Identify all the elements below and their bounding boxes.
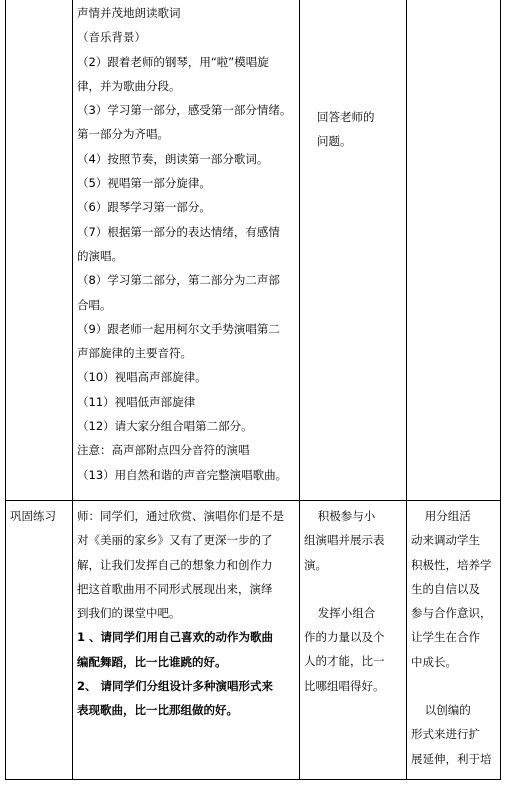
step-line: （13）用自然和谐的声音完整演唱歌曲。 bbox=[77, 467, 288, 482]
teacher-activity-cell bbox=[77, 504, 297, 723]
task-line: 编配舞蹈，比一比谁跳的好。 bbox=[77, 654, 227, 669]
column-divider-1 bbox=[72, 0, 73, 780]
step-line: （10）视唱高声部旋律。 bbox=[77, 370, 207, 385]
step-line: 合唱。 bbox=[77, 297, 112, 312]
step-line: （12）请大家分组合唱第二部分。 bbox=[77, 419, 253, 434]
student-line: 问题。 bbox=[317, 134, 352, 149]
step-line: （4）按照节奏，朗读第一部分歌词。 bbox=[77, 151, 269, 166]
teacher-line: 把这首歌曲用不同形式展现出来，演绎 bbox=[77, 581, 273, 596]
student-line: 积极参与小 bbox=[317, 509, 376, 523]
student-line: 演。 bbox=[304, 557, 327, 572]
student-activity-cell-2 bbox=[304, 504, 404, 698]
intent-line: 参与合作意识， bbox=[411, 606, 492, 621]
intent-line: 让学生在合作 bbox=[411, 630, 480, 645]
student-line: 作的力量以及个 bbox=[304, 630, 385, 645]
task-line: 表现歌曲，比一比那组做的好。 bbox=[77, 703, 238, 718]
step-line: 声部旋律的主要音符。 bbox=[77, 346, 192, 361]
step-line: （9）跟老师一起用柯尔文手势演唱第二 bbox=[77, 321, 280, 336]
student-line: 发挥小组合 bbox=[317, 605, 376, 620]
step-line: （3）学习第一部分，感受第一部分情绪。 bbox=[77, 103, 292, 118]
student-line: 人的才能，比一 bbox=[304, 654, 385, 669]
step-line: （2）跟着老师的钢琴，用“啦”模唱旋 bbox=[77, 54, 269, 69]
student-line: 回答老师的 bbox=[317, 110, 375, 124]
intent-line: 动来调动学生 bbox=[411, 533, 480, 548]
table-border-left bbox=[5, 0, 6, 780]
teacher-line: 解，让我们发挥自己的想象力和创作力 bbox=[77, 557, 273, 572]
step-line: （11）视唱低声部旋律 bbox=[77, 394, 196, 409]
intent-line: 用分组活 bbox=[424, 509, 471, 523]
intent-line: 积极性，培养学 bbox=[411, 557, 492, 572]
section-label: 巩固练习 bbox=[10, 509, 56, 523]
section-label-cell bbox=[10, 504, 72, 528]
intent-line: 展延伸，利于培 bbox=[411, 751, 492, 766]
teacher-line: 到我们的课堂中吧。 bbox=[77, 606, 181, 621]
task-line: 2、 请同学们分组设计多种演唱形式来 bbox=[77, 679, 274, 694]
teaching-steps-cell bbox=[77, 1, 297, 487]
intent-line: 以创编的 bbox=[424, 703, 471, 718]
lesson-plan-table bbox=[5, 0, 501, 780]
step-line: 第一部分为齐唱。 bbox=[77, 127, 169, 142]
student-line: 比哪组唱得好。 bbox=[304, 678, 385, 693]
step-line: 律，并为歌曲分段。 bbox=[77, 78, 181, 93]
blank-line bbox=[411, 674, 499, 698]
teacher-line: 对《美丽的家乡》又有了更深一步的了 bbox=[77, 533, 273, 548]
student-line: 组演唱并展示表 bbox=[304, 533, 385, 548]
step-line: （音乐背景） bbox=[77, 30, 146, 45]
step-line: 注意：高声部附点四分音符的演唱 bbox=[77, 443, 250, 458]
step-line: 声情并茂地朗读歌词 bbox=[77, 6, 181, 20]
step-line: （5）视唱第一部分旋律。 bbox=[77, 176, 211, 191]
table-border-bottom bbox=[5, 779, 501, 780]
intent-line: 形式来进行扩 bbox=[411, 727, 480, 742]
teacher-line: 师：同学们，通过欣赏、演唱你们是不是 bbox=[77, 509, 284, 523]
student-activity-cell bbox=[317, 105, 405, 154]
column-divider-2 bbox=[299, 0, 300, 780]
step-line: 的演唱。 bbox=[77, 248, 123, 263]
table-border-right bbox=[500, 0, 501, 780]
intent-line: 中成长。 bbox=[411, 654, 457, 669]
design-intent-cell bbox=[411, 504, 499, 771]
column-divider-3 bbox=[406, 0, 407, 780]
task-line: 1 、请同学们用自己喜欢的动作为歌曲 bbox=[77, 630, 274, 645]
step-line: （6）跟琴学习第一部分。 bbox=[77, 200, 211, 215]
row-divider bbox=[5, 500, 501, 501]
intent-line: 生的自信以及 bbox=[411, 581, 480, 596]
step-line: （8）学习第二部分，第二部分为二声部 bbox=[77, 273, 280, 288]
step-line: （7）根据第一部分的表达情绪，有感情 bbox=[77, 224, 280, 239]
blank-line bbox=[304, 577, 404, 601]
